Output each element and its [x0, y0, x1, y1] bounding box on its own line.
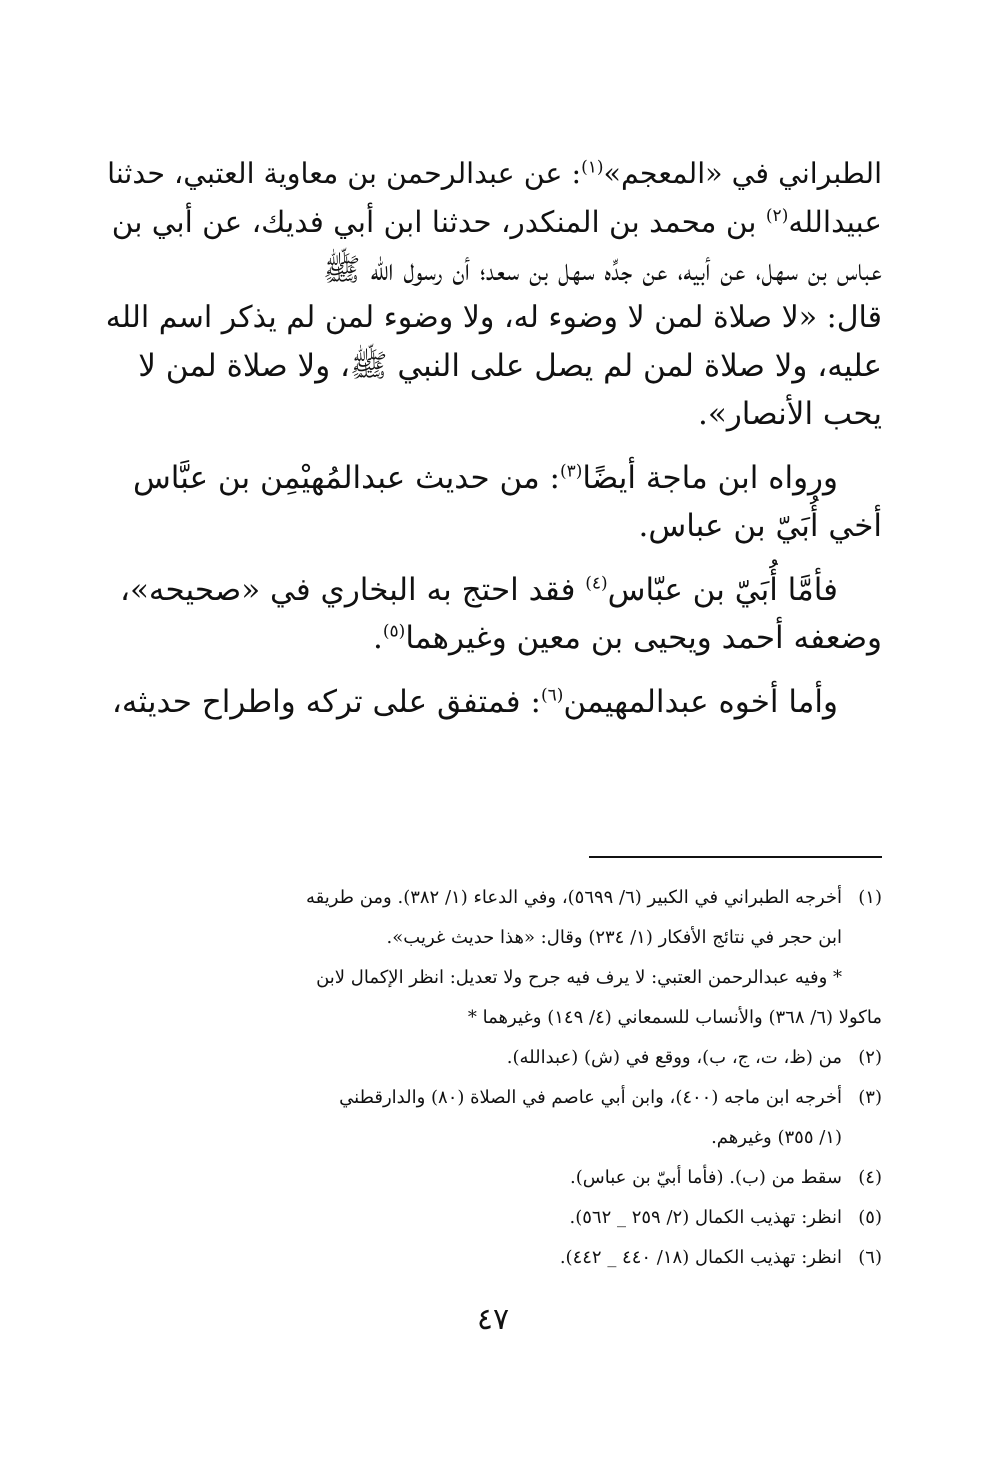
text-line: عليه، ولا صلاة لمن لم يصل على النبي ﷺ، ولا صلاة لمن لا — [138, 348, 882, 384]
footnote-divider — [589, 856, 882, 858]
text-line: عباس بن سهل، عن أبيه، عن جدِّه سهل بن سعد؛ أن رسول الله ﷺ — [323, 252, 882, 288]
footnotes — [102, 878, 882, 1278]
footnote-marker[interactable]: (٤) — [585, 573, 608, 594]
text-line — [102, 150, 882, 198]
footnote-number: (٣) — [858, 1087, 882, 1108]
text-line: قال: «لا صلاة لمن لا وضوء له، ولا وضوء لمن لم يذكر اسم الله — [105, 300, 882, 335]
page-number: ٤٧ — [476, 1302, 510, 1337]
footnote-line: أخرجه الطبراني في الكبير (٦/ ٥٦٩٩)، وفي الدعاء (١/ ٣٨٢). ومن طريقه — [305, 887, 842, 908]
footnote-body — [102, 1038, 842, 1078]
footnote-marker[interactable]: (٦) — [540, 685, 564, 706]
text-line: يحب الأنصار». — [698, 396, 882, 432]
paragraph-3 — [102, 566, 882, 662]
footnote-number: (٥) — [858, 1207, 882, 1228]
paragraph-2 — [102, 454, 882, 550]
footnote-1 — [102, 878, 882, 958]
main-text — [102, 150, 882, 726]
text-segment: : فمتفق على تركه واطراح حديثه، — [111, 684, 541, 720]
footnote-marker[interactable]: (٣) — [560, 461, 583, 482]
text-segment: عبيدالله — [788, 205, 882, 239]
footnote-marker[interactable]: (٢) — [765, 206, 789, 227]
text-segment: ورواه ابن ماجة أيضًا — [582, 460, 838, 496]
text-line — [102, 454, 882, 502]
footnote-line: (١/ ٣٥٥) وغيرهم. — [711, 1127, 842, 1148]
footnote-marker[interactable]: (١) — [581, 157, 604, 178]
footnote-body — [102, 1198, 842, 1238]
text-segment: فأمَّا أُبَيّ بن عبّاس — [607, 572, 838, 608]
text-segment: . — [373, 620, 383, 656]
text-line — [102, 198, 882, 246]
footnote-body — [102, 958, 882, 1038]
footnote-number: (٤) — [858, 1167, 882, 1188]
paragraph-4 — [102, 678, 882, 726]
text-segment: : من حديث عبدالمُهيْمِن بن عبَّاس — [132, 460, 560, 496]
footnote-line: سقط من (ب). (فأما أبيّ بن عباس). — [570, 1167, 842, 1188]
footnote-line: * وفيه عبدالرحمن العتبي: لا يرف فيه جرح ولا تعديل: انظر الإكمال لابن — [316, 967, 842, 988]
text-segment: بن محمد بن المنكدر، حدثنا ابن أبي فديك، عن أبي بن — [111, 205, 766, 239]
footnote-line: انظر: تهذيب الكمال (١٨/ ٤٤٠ _ ٤٤٢). — [559, 1247, 842, 1268]
footnote-number: (١) — [858, 887, 882, 908]
footnote-4 — [102, 1158, 882, 1198]
footnote-1-note — [102, 958, 882, 1038]
text-line — [102, 566, 882, 614]
text-segment: وأما أخوه عبدالمهيمن — [563, 684, 838, 720]
footnote-number: (٢) — [858, 1047, 882, 1068]
footnote-body — [102, 1238, 842, 1278]
footnote-2 — [102, 1038, 882, 1078]
footnote-line: انظر: تهذيب الكمال (٢/ ٢٥٩ _ ٥٦٢). — [569, 1207, 842, 1228]
footnote-marker[interactable]: (٥) — [382, 621, 406, 642]
text-line — [102, 678, 882, 726]
paragraph-1 — [102, 150, 882, 438]
footnote-line: أخرجه ابن ماجه (٤٠٠)، وابن أبي عاصم في الصلاة (٨٠) والدارقطني — [339, 1087, 842, 1108]
footnote-number: (٦) — [858, 1247, 882, 1268]
text-segment: وضعفه أحمد ويحيى بن معين وغيرهما — [405, 620, 882, 656]
text-line — [102, 614, 882, 662]
text-segment: فقد احتج به البخاري في «صحيحه»، — [119, 572, 586, 608]
footnote-3 — [102, 1078, 882, 1158]
footnote-line: ابن حجر في نتائج الأفكار (١/ ٢٣٤) وقال: «هذا حديث غريب». — [386, 927, 842, 948]
footnote-body — [102, 1078, 842, 1158]
text-line: أخي أُبَيّ بن عباس. — [638, 508, 882, 544]
footnote-line: ماكولا (٦/ ٣٦٨) والأنساب للسمعاني (٤/ ١٤٩) وغيرهما * — [467, 1007, 882, 1028]
footnote-6 — [102, 1238, 882, 1278]
text-segment: الطبراني في «المعجم» — [603, 157, 882, 190]
text-segment: : عن عبدالرحمن بن معاوية العتبي، حدثنا — [107, 157, 582, 190]
footnote-5 — [102, 1198, 882, 1238]
footnote-line: من (ظ، ت، ج، ب)، ووقع في (ش) (عبدالله). — [506, 1047, 842, 1068]
footnote-body — [102, 878, 842, 958]
footnote-body — [102, 1158, 842, 1198]
